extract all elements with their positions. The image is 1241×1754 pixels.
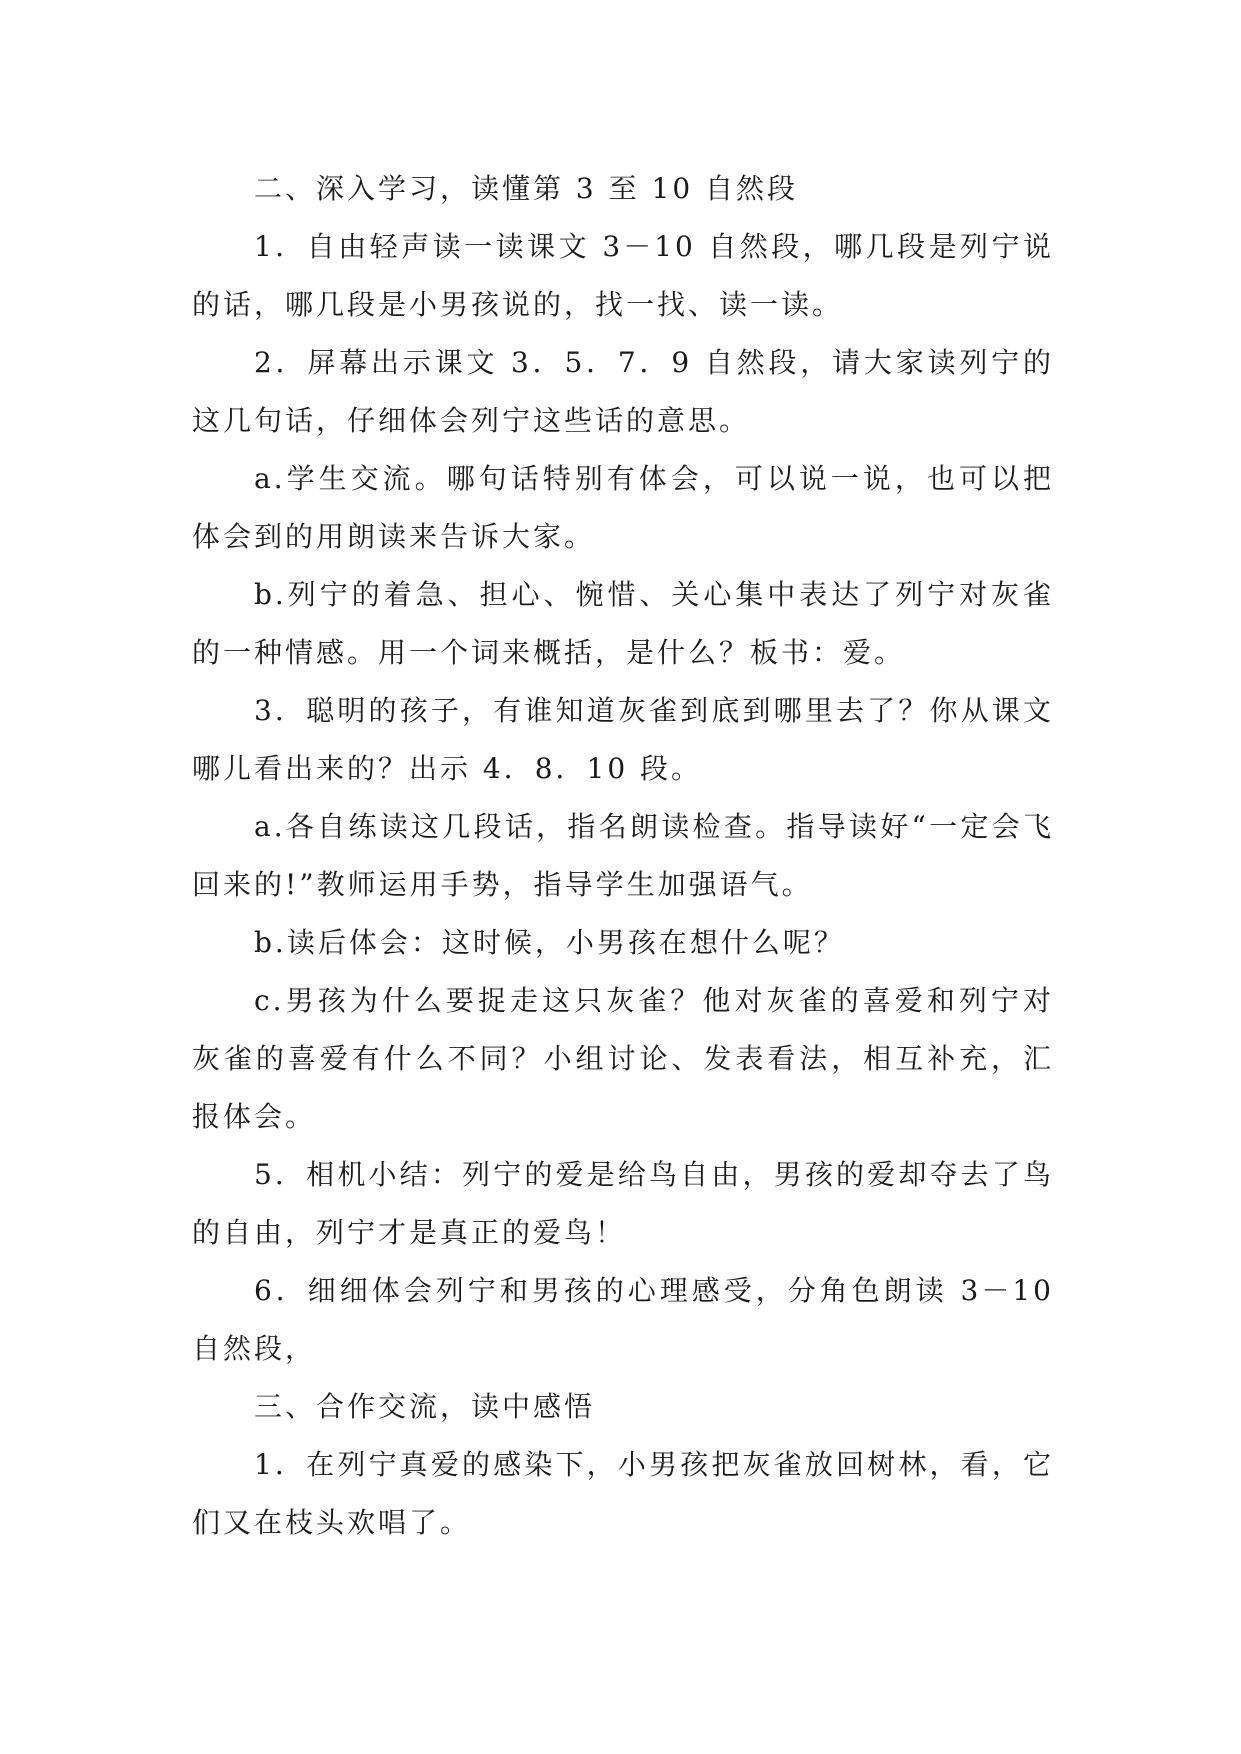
paragraph-step-3: 3．聪明的孩子，有谁知道灰雀到底到哪里去了？你从课文哪儿看出来的？出示 4．8．10 段。	[192, 694, 1054, 785]
paragraph-step-1: 1．自由轻声读一读课文 3－10 自然段，哪几段是列宁说的话，哪几段是小男孩说的，找一找、读一读。	[192, 230, 1054, 321]
paragraph-step-6: 6．细细体会列宁和男孩的心理感受，分角色朗读 3－10 自然段，	[192, 1274, 1054, 1365]
section-heading-3: 三、合作交流，读中感悟	[254, 1390, 596, 1423]
paragraph-item-b: b.列宁的着急、担心、惋惜、关心集中表达了列宁对灰雀的一种情感。用一个词来概括，是什么？板书：爱。	[192, 578, 1054, 669]
paragraph-item-a: a.学生交流。哪句话特别有体会，可以说一说，也可以把体会到的用朗读来告诉大家。	[192, 462, 1054, 553]
section-heading-2: 二、深入学习，读懂第 3 至 10 自然段	[254, 172, 799, 205]
paragraph-step-5: 5．相机小结：列宁的爱是给鸟自由，男孩的爱却夺去了鸟的自由，列宁才是真正的爱鸟！	[192, 1158, 1054, 1249]
paragraph-item-a: a.各自练读这几段话，指名朗读检查。指导读好“一定会飞回来的!”教师运用手势，指导学生加强语气。	[192, 810, 1054, 901]
paragraph-item-c: c.男孩为什么要捉走这只灰雀？他对灰雀的喜爱和列宁对灰雀的喜爱有什么不同？小组讨论、发表看法，相互补充，汇报体会。	[192, 984, 1054, 1133]
paragraph-step-1: 1．在列宁真爱的感染下，小男孩把灰雀放回树林，看，它们又在枝头欢唱了。	[192, 1448, 1054, 1539]
paragraph-item-b: b.读后体会：这时候，小男孩在想什么呢？	[254, 926, 845, 959]
document-body	[192, 160, 1054, 1552]
paragraph-step-2: 2．屏幕出示课文 3．5．7．9 自然段，请大家读列宁的这几句话，仔细体会列宁这些话的意思。	[192, 346, 1054, 437]
